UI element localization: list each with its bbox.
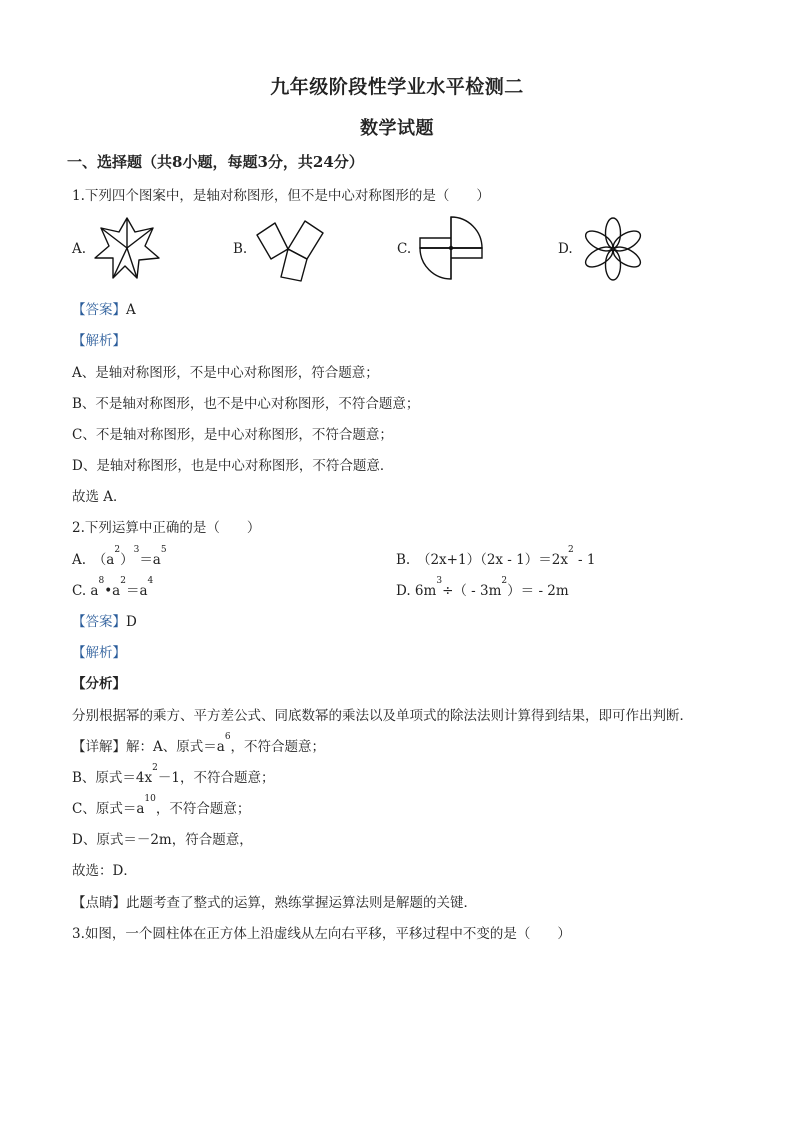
- q2-detail-a: 【详解】解：A、原式$=a^6$，不符合题意；: [72, 732, 326, 755]
- q1-figure-a-star: [91, 214, 163, 282]
- q2-detail-b: B、原式$=4x^2-1$，不符合题意；: [72, 763, 275, 786]
- q1-figure-b-three-rhombi: [251, 213, 325, 283]
- q1-figure-c-windmill: [414, 213, 488, 283]
- q2-answer-tag: 【答案】: [72, 614, 126, 630]
- q3-stem: 3.如图，一个圆柱体在正方体上沿虚线从左向右平移，平移过程中不变的是（ ）: [72, 926, 571, 942]
- q1-analysis-tag: 【解析】: [72, 333, 126, 349]
- q2-comment-tag: 【点睛】: [72, 895, 126, 911]
- q2-stem: 2.下列运算中正确的是（ ）: [72, 520, 261, 536]
- q1-answer: A: [126, 302, 136, 318]
- q2-detail-tag: 【详解】: [72, 739, 126, 755]
- q1-analysis-line-c: C、不是轴对称图形，是中心对称图形，不符合题意；: [72, 427, 393, 443]
- q1-option-b-label: B.: [233, 241, 248, 257]
- q2-option-c: C. $a^8•a^2=a^4$: [72, 576, 154, 599]
- q1-stem: 1.下列四个图案中，是轴对称图形，但不是中心对称图形的是（ ）: [72, 188, 490, 204]
- q2-answer: D: [126, 614, 137, 630]
- q1-answer-tag: 【答案】: [72, 302, 126, 318]
- q1-answer-row: [72, 298, 136, 318]
- page-title: 九年级阶段性学业水平检测二: [270, 77, 524, 98]
- q2-fenxi-tag: 【分析】: [72, 676, 126, 692]
- q2-conclusion: 故选：D．: [72, 863, 137, 879]
- q2-detail-d: D、原式＝－2m，符合题意，: [72, 832, 253, 848]
- q1-analysis-line-b: B、不是轴对称图形，也不是中心对称图形，不符合题意；: [72, 396, 420, 412]
- q1-analysis-line-a: A、是轴对称图形，不是中心对称图形，符合题意；: [72, 365, 379, 381]
- q2-option-a: A. $(a^2)^3=a^5$: [72, 545, 167, 568]
- q2-fenxi-text: 分别根据幂的乘方、平方差公式、同底数幂的乘法以及单项式的除法法则计算得到结果，即可作出判断．: [72, 708, 693, 724]
- q2-comment: 【点睛】此题考查了整式的运算，熟练掌握运算法则是解题的关键．: [72, 895, 477, 911]
- q2-detail-c: C、原式$=a^{10}$，不符合题意；: [72, 794, 251, 817]
- q1-option-c-label: C.: [397, 241, 412, 257]
- q1-option-a-label: A.: [72, 241, 87, 257]
- q1-conclusion: 故选 A．: [72, 489, 127, 505]
- q1-option-d-label: D.: [558, 241, 573, 257]
- page-subtitle: 数学试题: [360, 118, 434, 138]
- q2-answer-row: [72, 610, 137, 630]
- section-heading: 一、选择题（共8小题，每题3分，共24分）: [67, 153, 364, 171]
- q2-analysis-tag: 【解析】: [72, 645, 126, 661]
- q1-figure-d-flower: [576, 212, 650, 286]
- q2-option-b: B. $(2x+1)(2x - 1)=2x^2 - 1$: [396, 545, 596, 568]
- q1-analysis-line-d: D、是轴对称图形，也是中心对称图形，不符合题意．: [72, 458, 394, 474]
- q2-option-d: D. $6m^3\div( - 3m^2)= - 2m$: [396, 576, 569, 599]
